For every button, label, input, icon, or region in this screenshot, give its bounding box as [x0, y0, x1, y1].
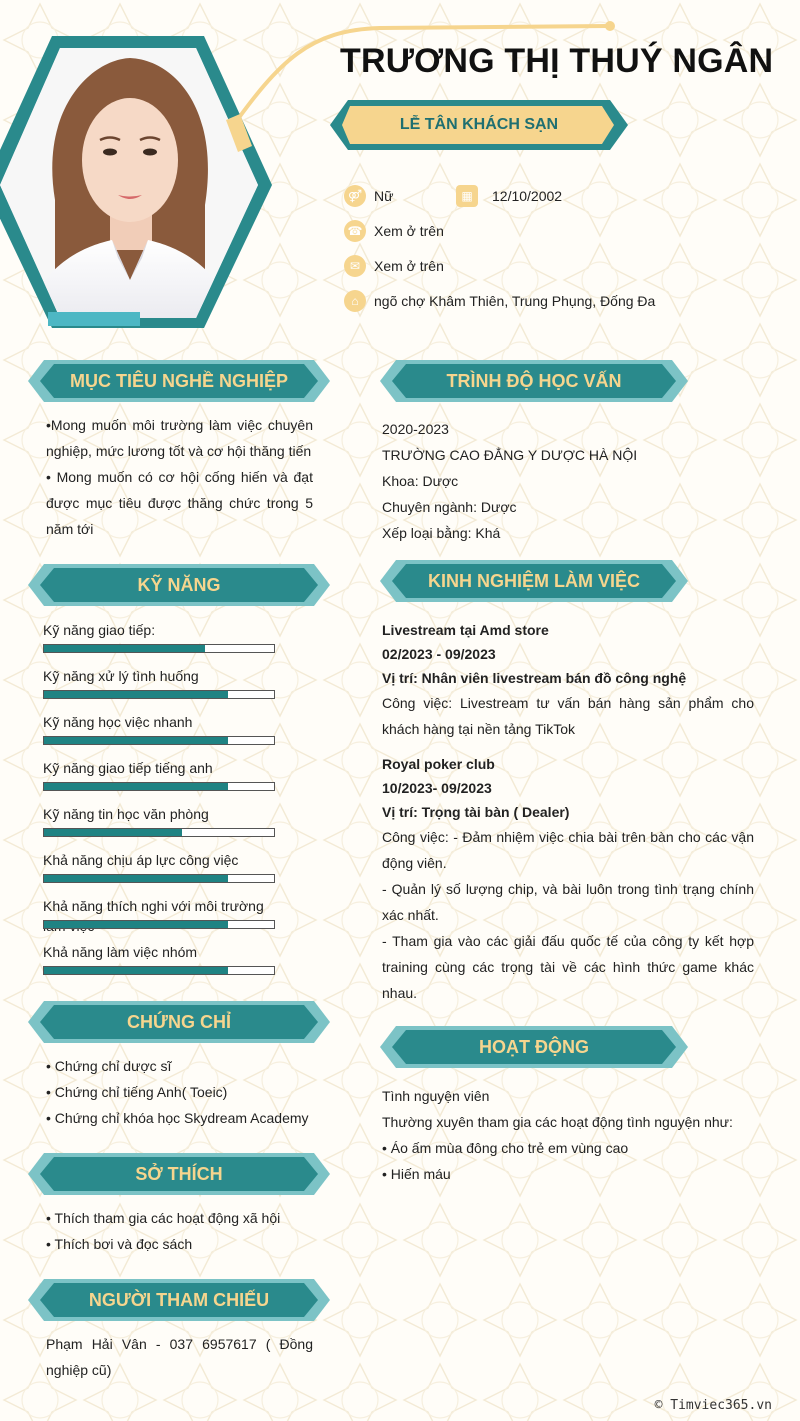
section-title: TRÌNH ĐỘ HỌC VẤN	[446, 370, 622, 391]
section-header-activities	[380, 1026, 688, 1068]
skill-bar-fill	[44, 967, 228, 974]
section-title: KINH NGHIỆM LÀM VIỆC	[427, 570, 640, 591]
experience-desc: Công việc: - Đảm nhiệm việc chia bài trên bàn cho các vận động viên.	[382, 829, 754, 871]
activity-item: • Áo ấm mùa đông cho trẻ em vùng cao	[382, 1140, 629, 1156]
gender-value: Nữ	[374, 188, 394, 204]
phone-row	[344, 220, 444, 242]
section-header-certificates	[28, 1001, 330, 1043]
gender-icon: ⚤	[344, 185, 366, 207]
skill-label: Kỹ năng giao tiếp:	[43, 622, 156, 638]
skill-bar-fill	[44, 737, 228, 744]
skill-bar-fill	[44, 921, 228, 928]
experience-company: Royal poker club	[382, 756, 495, 772]
skill-bar	[43, 828, 275, 837]
section-title: MỤC TIÊU NGHỀ NGHIỆP	[69, 370, 288, 391]
skill-bar-fill	[44, 875, 228, 882]
experience-time: 02/2023 - 09/2023	[382, 646, 496, 662]
experience-time: 10/2023- 09/2023	[382, 780, 492, 796]
home-icon: ⌂	[344, 290, 366, 312]
skill-bar	[43, 874, 275, 883]
activity-item: • Hiến máu	[382, 1166, 451, 1182]
activity-item: Tình nguyện viên	[382, 1088, 490, 1104]
experience-role: Vị trí: Trọng tài bàn ( Dealer)	[382, 804, 570, 820]
section-header-education	[380, 360, 688, 402]
experience-company: Livestream tại Amd store	[382, 622, 549, 638]
skill-label: Kỹ năng giao tiếp tiếng anh	[43, 760, 213, 776]
skill-label: Khả năng làm việc nhóm	[43, 944, 198, 960]
section-title: HOẠT ĐỘNG	[479, 1036, 589, 1057]
skill-bar-fill	[44, 645, 205, 652]
education-line: Khoa: Dược	[382, 473, 459, 489]
skill-bar	[43, 782, 275, 791]
skill-label: Kỹ năng học việc nhanh	[43, 714, 193, 730]
skill-label: Kỹ năng xử lý tình huống	[43, 668, 199, 684]
hobby-item: • Thích bơi và đọc sách	[46, 1236, 193, 1252]
skill-item	[43, 620, 283, 653]
skill-item	[43, 666, 283, 699]
skill-bar	[43, 966, 275, 975]
education-line: Chuyên ngành: Dược	[382, 499, 517, 515]
section-header-hobbies	[28, 1153, 330, 1195]
address-row	[344, 290, 655, 312]
gender-row	[344, 185, 393, 207]
certificate-item: • Chứng chỉ dược sĩ	[46, 1058, 172, 1074]
section-header-skills	[28, 564, 330, 606]
activities-list	[382, 1083, 762, 1187]
calendar-icon: ▦	[456, 185, 478, 207]
certificate-item: • Chứng chỉ khóa học Skydream Academy	[46, 1110, 309, 1126]
phone-value: Xem ở trên	[374, 223, 444, 239]
skill-bar-fill	[44, 829, 182, 836]
skill-label: Khả năng chịu áp lực công việc	[43, 852, 239, 868]
avatar	[0, 30, 280, 335]
education-line: Xếp loại bằng: Khá	[382, 525, 501, 541]
email-icon: ✉	[344, 255, 366, 277]
skill-item	[43, 712, 283, 745]
experience-desc: - Quản lý số lượng chip, và bài luôn trong tình trạng chính xác nhất.	[382, 881, 754, 923]
section-header-references	[28, 1279, 330, 1321]
position-ribbon	[330, 98, 628, 152]
birthday-row	[456, 185, 562, 207]
email-value: Xem ở trên	[374, 258, 444, 274]
skill-bar	[43, 690, 275, 699]
section-title: NGƯỜI THAM CHIẾU	[88, 1289, 270, 1310]
skill-bar-fill	[44, 783, 228, 790]
hobbies-list	[46, 1205, 326, 1257]
footer-watermark: © Timviec365.vn	[654, 1398, 772, 1413]
skill-bar	[43, 736, 275, 745]
certificate-item: • Chứng chỉ tiếng Anh( Toeic)	[46, 1084, 228, 1100]
section-title: KỸ NĂNG	[137, 574, 221, 595]
section-title: SỞ THÍCH	[135, 1163, 223, 1184]
hobby-item: • Thích tham gia các hoạt động xã hội	[46, 1210, 281, 1226]
skill-bar	[43, 644, 275, 653]
email-row	[344, 255, 444, 277]
skill-label: Khả năng thích nghi với môi trường	[43, 898, 264, 914]
phone-icon: ☎	[344, 220, 366, 242]
experience-block	[382, 618, 754, 1006]
skill-item	[43, 758, 283, 791]
certificates-list	[46, 1053, 326, 1131]
skill-item	[43, 896, 283, 929]
skill-label: Kỹ năng tin học văn phòng	[43, 806, 209, 822]
section-header-objective	[28, 360, 330, 402]
candidate-name: TRƯƠNG THỊ THUÝ NGÂN	[340, 42, 774, 80]
skill-item	[43, 942, 283, 975]
position-title: LỄ TÂN KHÁCH SẠN	[399, 116, 559, 133]
objective-text: •Mong muốn môi trường làm việc chuyên nghiệp, mức lương tốt và cơ hội thăng tiến • Mong muốn có cơ hội cống hiến và đạt được mục tiêu được thăng chức trong 5 năm tới	[46, 417, 313, 537]
address-value: ngõ chợ Khâm Thiên, Trung Phụng, Đống Đa	[374, 293, 656, 309]
reference-text: Phạm Hải Vân - 037 6957617 ( Đồng nghiệp cũ)	[46, 1336, 313, 1378]
birthday-value: 12/10/2002	[492, 188, 563, 204]
education-line: 2020-2023	[382, 421, 449, 437]
skill-bar	[43, 920, 275, 929]
experience-role: Vị trí: Nhân viên livestream bán đồ công nghệ	[382, 670, 687, 686]
skill-bar-fill	[44, 691, 228, 698]
skill-item	[43, 850, 283, 883]
experience-desc: Công việc: Livestream tư vấn bán hàng sản phẩm cho khách hàng tại nền tảng TikTok	[382, 695, 754, 737]
section-title: CHỨNG CHỈ	[127, 1011, 231, 1032]
education-line: TRƯỜNG CAO ĐẲNG Y DƯỢC HÀ NỘI	[382, 447, 638, 463]
activity-item: Thường xuyên tham gia các hoạt động tình nguyện như:	[382, 1114, 733, 1130]
section-header-experience	[380, 560, 688, 602]
experience-desc: - Tham gia vào các giải đấu quốc tế của công ty kết hợp training cùng các trọng tài về các hình thức game khác nhau.	[382, 933, 754, 1001]
education-block	[382, 416, 762, 546]
skill-item	[43, 804, 283, 837]
